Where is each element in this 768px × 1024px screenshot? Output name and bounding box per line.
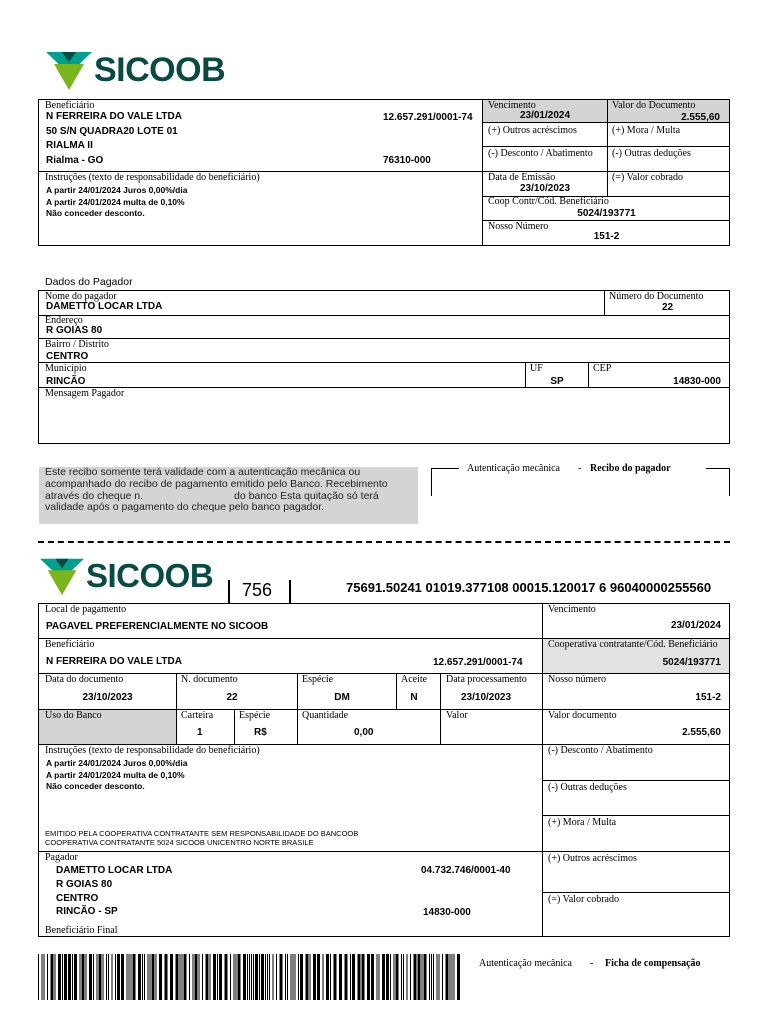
slip-vencimento-value: 23/01/2024 bbox=[670, 620, 721, 631]
slip-vencimento-label: Vencimento bbox=[548, 604, 596, 615]
barcode-bar bbox=[371, 954, 374, 1000]
slip-instrucoes-label: Instruções (texto de responsabilidade do beneficiário) bbox=[45, 745, 260, 756]
barcode-bar bbox=[276, 954, 277, 1000]
beneficiario-address-line2: RIALMA II bbox=[46, 140, 93, 151]
beneficiario-address-line1: 50 S/N QUADRA20 LOTE 01 bbox=[46, 126, 178, 137]
validity-note-line4: validade após o pagamento do cheque pelo banco pagador. bbox=[45, 501, 325, 513]
slip-instrucao-line-1: A partir 24/01/2024 Juros 0,00%/dia bbox=[46, 758, 188, 768]
barcode-bar bbox=[377, 954, 378, 1000]
barcode-bar bbox=[249, 954, 250, 1000]
barcode-bar bbox=[386, 954, 389, 1000]
barcode-bar bbox=[106, 954, 107, 1000]
barcode-bar bbox=[439, 954, 440, 1000]
valor-cobrado-label: (=) Valor cobrado bbox=[612, 172, 683, 183]
quantidade-label: Quantidade bbox=[302, 710, 349, 721]
slip-outras-deducoes-label: (-) Outras deduções bbox=[548, 782, 627, 793]
especie-doc-label: Espécie bbox=[302, 674, 334, 685]
barcode-bar bbox=[394, 954, 395, 1000]
barcode-bar bbox=[133, 954, 136, 1000]
barcode-bar bbox=[454, 954, 455, 1000]
barcode-bar bbox=[108, 954, 109, 1000]
barcode-bar bbox=[138, 954, 141, 1000]
barcode-bar bbox=[287, 954, 288, 1000]
cep-value: 14830-000 bbox=[673, 376, 721, 387]
barcode-bar bbox=[285, 954, 286, 1000]
barcode-bar bbox=[62, 954, 63, 1000]
barcode-bar bbox=[253, 954, 254, 1000]
slip-pagador-bairro: CENTRO bbox=[56, 893, 99, 904]
barcode-bar bbox=[180, 954, 181, 1000]
quantidade-value: 0,00 bbox=[354, 727, 374, 738]
barcode-bar bbox=[330, 954, 331, 1000]
barcode-bar bbox=[150, 954, 151, 1000]
pagador-nome: DAMETTO LOCAR LTDA bbox=[46, 301, 163, 312]
numero-documento-label: Número do Documento bbox=[609, 291, 704, 302]
barcode-bar bbox=[255, 954, 258, 1000]
barcode-bar bbox=[47, 954, 48, 1000]
beneficiario-cnpj: 12.657.291/0001-74 bbox=[383, 112, 473, 123]
slip-beneficiario-cnpj: 12.657.291/0001-74 bbox=[433, 657, 523, 668]
slip-desconto-label: (-) Desconto / Abatimento bbox=[548, 745, 653, 756]
slip-pagador-nome: DAMETTO LOCAR LTDA bbox=[56, 865, 173, 876]
barcode-bar bbox=[446, 954, 449, 1000]
barcode-bar bbox=[450, 954, 451, 1000]
aceite-label: Aceite bbox=[401, 674, 428, 685]
n-documento-label: N. documento bbox=[181, 674, 238, 685]
barcode-bar bbox=[291, 954, 292, 1000]
barcode-bar bbox=[195, 954, 198, 1000]
barcode-bar bbox=[407, 954, 408, 1000]
barcode-bar bbox=[422, 954, 423, 1000]
slip-pagador-cep: 14830-000 bbox=[423, 907, 471, 918]
barcode-bar bbox=[210, 954, 211, 1000]
nosso-numero-label: Nosso Número bbox=[488, 221, 549, 232]
beneficiario-cep: 76310-000 bbox=[383, 155, 431, 166]
outras-deducoes-label: (-) Outras deduções bbox=[612, 148, 691, 159]
data-documento-label: Data do documento bbox=[45, 674, 124, 685]
local-pagamento-label: Local de pagamento bbox=[45, 604, 127, 615]
barcode-bar bbox=[339, 954, 342, 1000]
barcode-bar bbox=[265, 954, 266, 1000]
endereco-label: Endereço bbox=[45, 315, 83, 326]
barcode-bar bbox=[156, 954, 157, 1000]
barcode-bar bbox=[251, 954, 252, 1000]
barcode-bar bbox=[68, 954, 71, 1000]
barcode-bar bbox=[206, 954, 209, 1000]
barcode-bar bbox=[238, 954, 241, 1000]
barcode-bar bbox=[82, 954, 85, 1000]
barcode bbox=[38, 954, 460, 1000]
barcode-bar bbox=[219, 954, 222, 1000]
emitido-line-1: EMITIDO PELA COOPERATIVA CONTRATANTE SEM RESPONSABILIDADE DO BANCOOB bbox=[45, 829, 359, 838]
desconto-label: (-) Desconto / Abatimento bbox=[488, 148, 593, 159]
data-processamento-value: 23/10/2023 bbox=[461, 692, 512, 703]
barcode-bar bbox=[159, 954, 162, 1000]
barcode-bar bbox=[401, 954, 402, 1000]
barcode-bar bbox=[93, 954, 94, 1000]
sicoob-symbol-icon bbox=[40, 556, 84, 596]
recibo-pagador-label: Recibo do pagador bbox=[590, 463, 671, 474]
pagador-nome-label: Nome do pagador bbox=[45, 291, 117, 302]
carteira-value: 1 bbox=[197, 727, 203, 738]
barcode-bar bbox=[352, 954, 355, 1000]
slip-pagador-label: Pagador bbox=[45, 852, 78, 863]
barcode-bar bbox=[379, 954, 380, 1000]
slip-beneficiario-label: Beneficiário bbox=[45, 639, 95, 650]
barcode-bar bbox=[199, 954, 200, 1000]
bairro-label: Bairro / Distrito bbox=[45, 339, 109, 350]
barcode-bar bbox=[457, 954, 460, 1000]
local-pagamento-value: PAGAVEL PREFERENCIALMENTE NO SICOOB bbox=[46, 621, 269, 632]
sicoob-logo-top bbox=[46, 50, 226, 92]
slip-coop-value: 5024/193771 bbox=[662, 657, 721, 668]
emitido-line-2: COOPERATIVA CONTRATANTE 5024 SICOOB UNICENTRO NORTE BRASILE bbox=[45, 838, 314, 847]
mora-multa-label: (+) Mora / Multa bbox=[612, 125, 681, 136]
valor-documento-value: 2.555,60 bbox=[681, 112, 720, 123]
barcode-bar bbox=[437, 954, 438, 1000]
barcode-bar bbox=[64, 954, 67, 1000]
n-documento-value: 22 bbox=[226, 692, 238, 703]
valor-documento-label: Valor do Documento bbox=[612, 100, 696, 111]
validity-note-line1: Este recibo somente terá validade com a autenticação mecânica ou bbox=[45, 466, 361, 478]
data-emissao-value: 23/10/2023 bbox=[519, 183, 571, 194]
sicoob-wordmark: SICOOB bbox=[94, 51, 226, 89]
barcode-bar bbox=[243, 954, 246, 1000]
slip-pagador-cnpj: 04.732.746/0001-40 bbox=[421, 865, 511, 876]
data-emissao-label: Data de Emissão bbox=[488, 172, 556, 183]
slip-pagador-cidade: RINCÃO - SP bbox=[56, 906, 118, 917]
slip-coop-label: Cooperativa contratante/Cód. Beneficiário bbox=[548, 639, 718, 650]
sicoob-wordmark: SICOOB bbox=[86, 557, 214, 594]
barcode-bar bbox=[280, 954, 283, 1000]
barcode-bar bbox=[225, 954, 228, 1000]
barcode-bar bbox=[165, 954, 168, 1000]
slip-instrucao-line-2: A partir 24/01/2024 multa de 0,10% bbox=[46, 770, 185, 780]
mensagem-pagador-label: Mensagem Pagador bbox=[45, 388, 125, 399]
barcode-bar bbox=[418, 954, 421, 1000]
barcode-bar bbox=[236, 954, 237, 1000]
barcode-bar bbox=[442, 954, 443, 1000]
barcode-bar bbox=[38, 954, 39, 1000]
cut-line bbox=[38, 541, 730, 543]
bairro-value: CENTRO bbox=[46, 351, 89, 362]
pagador-section-title: Dados do Pagador bbox=[45, 276, 133, 288]
barcode-bar bbox=[429, 954, 430, 1000]
barcode-bar bbox=[382, 954, 385, 1000]
slip-auth-label: Autenticação mecânica bbox=[479, 958, 572, 969]
slip-auth-separator: - bbox=[590, 958, 594, 969]
barcode-bar bbox=[403, 954, 404, 1000]
barcode-bar bbox=[345, 954, 348, 1000]
barcode-bar bbox=[234, 954, 235, 1000]
barcode-bar bbox=[390, 954, 391, 1000]
barcode-bar bbox=[217, 954, 218, 1000]
barcode-bar bbox=[323, 954, 324, 1000]
barcode-bar bbox=[247, 954, 248, 1000]
barcode-bar bbox=[58, 954, 61, 1000]
barcode-bar bbox=[115, 954, 116, 1000]
barcode-bar bbox=[313, 954, 316, 1000]
barcode-bar bbox=[269, 954, 270, 1000]
instrucao-line-1: A partir 24/01/2024 Juros 0,00%/dia bbox=[46, 185, 188, 195]
barcode-bar bbox=[317, 954, 320, 1000]
barcode-bar bbox=[293, 954, 294, 1000]
barcode-bar bbox=[152, 954, 155, 1000]
barcode-bar bbox=[44, 954, 45, 1000]
barcode-bar bbox=[261, 954, 264, 1000]
barcode-bar bbox=[202, 954, 203, 1000]
auth-separator: - bbox=[578, 463, 582, 474]
beneficiario-name: N FERREIRA DO VALE LTDA bbox=[46, 111, 182, 122]
aceite-value: N bbox=[410, 692, 418, 703]
numero-documento-value: 22 bbox=[661, 302, 674, 313]
barcode-bar bbox=[80, 954, 81, 1000]
barcode-bar bbox=[117, 954, 120, 1000]
barcode-bar bbox=[295, 954, 296, 1000]
barcode-bar bbox=[213, 954, 216, 1000]
instrucao-line-2: A partir 24/01/2024 multa de 0,10% bbox=[46, 197, 185, 207]
slip-nosso-numero-label: Nosso número bbox=[548, 674, 607, 685]
slip-instrucao-line-3: Não conceder desconto. bbox=[46, 781, 145, 791]
barcode-bar bbox=[334, 954, 337, 1000]
barcode-bar bbox=[131, 954, 132, 1000]
bank-code: 756 bbox=[242, 580, 273, 600]
valor-documento-slip-label: Valor documento bbox=[548, 710, 617, 721]
barcode-bar bbox=[129, 954, 130, 1000]
barcode-bar bbox=[362, 954, 365, 1000]
barcode-bar bbox=[326, 954, 329, 1000]
validity-note-line2: acompanhado do recibo de pagamento emitido pelo Banco. Recebimento bbox=[45, 478, 388, 490]
slip-outros-acrescimos-label: (+) Outros acréscimos bbox=[548, 853, 637, 864]
barcode-bar bbox=[72, 954, 73, 1000]
slip-valor-cobrado-label: (=) Valor cobrado bbox=[548, 894, 619, 905]
barcode-bar bbox=[358, 954, 361, 1000]
especie-moeda-label: Espécie bbox=[239, 710, 271, 721]
barcode-bar bbox=[259, 954, 260, 1000]
uso-banco-label: Uso do Banco bbox=[45, 710, 102, 721]
municipio-label: Município bbox=[45, 363, 87, 374]
cep-label: CEP bbox=[593, 363, 612, 374]
digitable-line[interactable]: 75691.50241 01019.377108 00015.120017 6 96040000255560 bbox=[346, 580, 712, 595]
barcode-bar bbox=[55, 954, 56, 1000]
barcode-bar bbox=[298, 954, 299, 1000]
endereco-value: R GOIAS 80 bbox=[46, 325, 103, 336]
barcode-bar bbox=[74, 954, 77, 1000]
barcode-bar bbox=[267, 954, 268, 1000]
barcode-bar bbox=[300, 954, 303, 1000]
slip-pagador-endereco: R GOIAS 80 bbox=[56, 879, 113, 890]
coop-value: 5024/193771 bbox=[577, 208, 636, 219]
vencimento-value: 23/01/2024 bbox=[519, 110, 571, 121]
especie-doc-value: DM bbox=[334, 692, 350, 703]
barcode-bar bbox=[148, 954, 149, 1000]
beneficiario-city: Rialma - GO bbox=[46, 155, 104, 166]
data-processamento-label: Data processamento bbox=[446, 674, 527, 685]
barcode-bar bbox=[121, 954, 124, 1000]
barcode-bar bbox=[306, 954, 309, 1000]
barcode-bar bbox=[170, 954, 173, 1000]
barcode-bar bbox=[310, 954, 311, 1000]
barcode-bar bbox=[396, 954, 399, 1000]
barcode-bar bbox=[51, 954, 54, 1000]
uf-value: SP bbox=[550, 376, 564, 387]
ficha-compensacao-label: Ficha de compensação bbox=[605, 958, 701, 969]
valor-documento-slip-value: 2.555,60 bbox=[682, 727, 721, 738]
barcode-bar bbox=[367, 954, 370, 1000]
slip-beneficiario-name: N FERREIRA DO VALE LTDA bbox=[46, 656, 182, 667]
beneficiario-final-label: Beneficiário Final bbox=[45, 925, 118, 936]
beneficiario-label: Beneficiário bbox=[45, 100, 95, 111]
barcode-bar bbox=[182, 954, 183, 1000]
validity-note-line3a: através do cheque n. bbox=[45, 490, 144, 502]
barcode-bar bbox=[431, 954, 432, 1000]
instrucao-line-3: Não conceder desconto. bbox=[46, 208, 145, 218]
barcode-bar bbox=[144, 954, 145, 1000]
barcode-bar bbox=[193, 954, 194, 1000]
outros-acrescimos-label: (+) Outros acréscimos bbox=[488, 125, 577, 136]
slip-nosso-numero-value: 151-2 bbox=[695, 692, 721, 703]
barcode-bar bbox=[142, 954, 143, 1000]
carteira-label: Carteira bbox=[181, 710, 214, 721]
instrucoes-label: Instruções (texto de responsabilidade do beneficiário) bbox=[45, 172, 260, 183]
validity-note-line3b: do banco Esta quitação só terá bbox=[234, 490, 379, 502]
barcode-bar bbox=[99, 954, 102, 1000]
barcode-bar bbox=[230, 954, 231, 1000]
sicoob-logo-slip bbox=[40, 556, 220, 598]
barcode-bar bbox=[410, 954, 411, 1000]
data-documento-value: 23/10/2023 bbox=[82, 692, 133, 703]
slip-mora-label: (+) Mora / Multa bbox=[548, 817, 617, 828]
especie-moeda-value: R$ bbox=[254, 727, 267, 738]
barcode-bar bbox=[112, 954, 113, 1000]
barcode-bar bbox=[89, 954, 92, 1000]
barcode-bar bbox=[452, 954, 453, 1000]
barcode-bar bbox=[42, 954, 43, 1000]
barcode-bar bbox=[350, 954, 351, 1000]
uf-label: UF bbox=[530, 363, 543, 374]
barcode-bar bbox=[433, 954, 434, 1000]
barcode-bar bbox=[189, 954, 190, 1000]
barcode-bar bbox=[127, 954, 128, 1000]
nosso-numero-value: 151-2 bbox=[593, 231, 620, 242]
barcode-bar bbox=[86, 954, 87, 1000]
barcode-bar bbox=[273, 954, 274, 1000]
valor-label: Valor bbox=[446, 710, 468, 721]
barcode-bar bbox=[97, 954, 98, 1000]
auth-mecanica-label: Autenticação mecânica bbox=[467, 463, 560, 474]
barcode-bar bbox=[184, 954, 187, 1000]
barcode-bar bbox=[424, 954, 427, 1000]
barcode-bar bbox=[176, 954, 179, 1000]
municipio-value: RINCÃO bbox=[46, 376, 86, 387]
sicoob-symbol-icon bbox=[46, 50, 92, 90]
vencimento-label: Vencimento bbox=[488, 100, 536, 111]
barcode-bar bbox=[414, 954, 417, 1000]
barcode-bar bbox=[103, 954, 104, 1000]
coop-label: Coop Contr/Cód. Beneficiário bbox=[488, 196, 609, 207]
